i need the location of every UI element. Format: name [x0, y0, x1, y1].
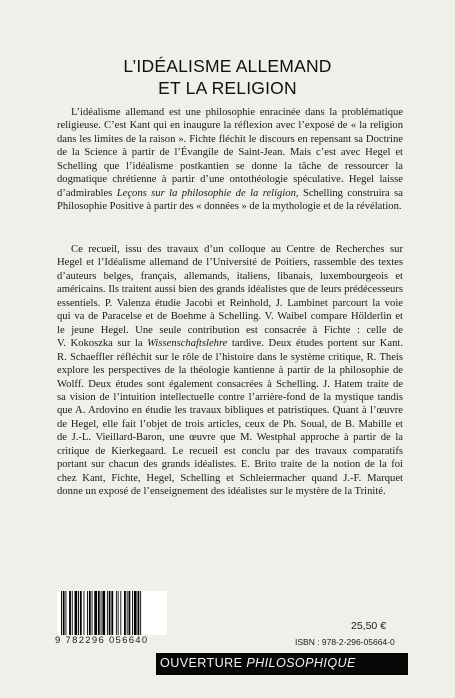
barcode-image — [57, 591, 167, 635]
text-line: Wolff. Deux études sont également consacrées à Schelling. J. Hatem traite de — [57, 378, 403, 390]
text-line: sa vision de l’intuition intellectuelle contre l’arrière-fond de la mystique tandis — [57, 391, 403, 403]
text-line: que A. Ardovino en étudie les travaux bibliques et patristiques. Quant à l’œuvre — [57, 405, 403, 417]
text-line: le jeune Hegel. Une seule contribution est consacrée à Fichte : celle de — [57, 324, 403, 336]
text-line: dans les limites de la raison ». Fichte fléchit le discours en repensant sa Doctrine — [57, 133, 403, 145]
summary-paragraph-2 — [57, 243, 403, 499]
isbn: ISBN : 978-2-296-05664-0 — [295, 637, 395, 647]
text-line: Schelling que l’idéalisme postkantien se donne la tâche de ressourcer la — [57, 160, 403, 172]
text-line: V. Kokoszka sur la Wissenschaftslehre tardive. Deux études portent sur Kant. — [57, 338, 403, 350]
text-line: Philosophie Positive à partir des « données » de la mythologie et de la révélation. — [57, 201, 402, 213]
text-line: religieuse. C’est Kant qui en inaugure la réflexion avec l’exposé de « la religion — [57, 120, 403, 132]
barcode-number: 9 782296 056640 — [55, 635, 149, 646]
text-line: Ce recueil, issu des travaux d’un colloque au Centre de Recherches sur — [71, 244, 403, 255]
book-title — [0, 55, 455, 99]
text-line: chez Kant, Fichte, Hegel, Schelling et Schleiermacher quand J.-F. Marquet — [57, 472, 403, 484]
text-line: d’admirables Leçons sur la philosophie de la religion, Schelling construira sa — [57, 187, 404, 199]
text-line: R. Schaeffler réfléchit sur le rôle de l’histoire dans le système critique, R. Theis — [57, 351, 403, 363]
text-line: critique de Kierkegaard. Le recueil est conclu par des travaux comparatifs — [57, 445, 403, 457]
text-line: portant sur chacun des grands idéalistes. E. Brito traite de la notion de la foi — [57, 459, 403, 471]
text-line: L’idéalisme allemand est une philosophie enracinée dans la problématique — [71, 107, 403, 118]
text-line: de la Science à partir de l’Évangile de Saint-Jean. Mais c’est avec Hegel et — [57, 147, 403, 159]
text-line: américains. Ils traitent aussi bien des grands idéalistes que de leurs prédécesseurs — [57, 284, 403, 296]
text-line: dogmatique chrétienne à partir d’une ontothéologie spéculative. Hegel laisse — [57, 174, 403, 186]
collection-name — [160, 656, 356, 670]
text-line: de J.-L. Vieillard-Baron, une œuvre que M. Westphal approche à partir de la — [57, 432, 403, 444]
collection-name-part-2: PHILOSOPHIQUE — [246, 656, 356, 670]
collection-name-part-1: OUVERTURE — [160, 656, 247, 670]
text-line: qui va de Paracelse et de Boehme à Schelling. V. Waibel compare Hölderlin et — [57, 311, 403, 323]
summary-paragraph-1 — [57, 106, 403, 214]
text-line: essentiels. P. Valenza étudie Jacobi et Reinhold, J. Lambinet parcourt la voie — [57, 297, 403, 309]
title-line-1: L’IDÉALISME ALLEMAND — [123, 56, 332, 76]
text-line: Hegel et l’Idéalisme allemand de l’Université de Poitiers, rassemble des textes — [57, 257, 403, 269]
title-line-2: ET LA RELIGION — [158, 78, 297, 98]
text-line: de Hegel, elle fait l’objet de trois articles, ceux de Ph. Soual, de B. Mabille et — [57, 418, 403, 430]
text-line: donne un exposé de l’enseignement des idéalistes sur le mystère de la Trinité. — [57, 486, 386, 498]
text-line: explore les perspectives de la théologie kantienne à partir de la philosophie de — [57, 365, 403, 377]
text-line: d’auteurs belges, français, allemands, italiens, libanais, luxembourgeois et — [57, 270, 403, 282]
price: 25,50 € — [351, 620, 387, 632]
